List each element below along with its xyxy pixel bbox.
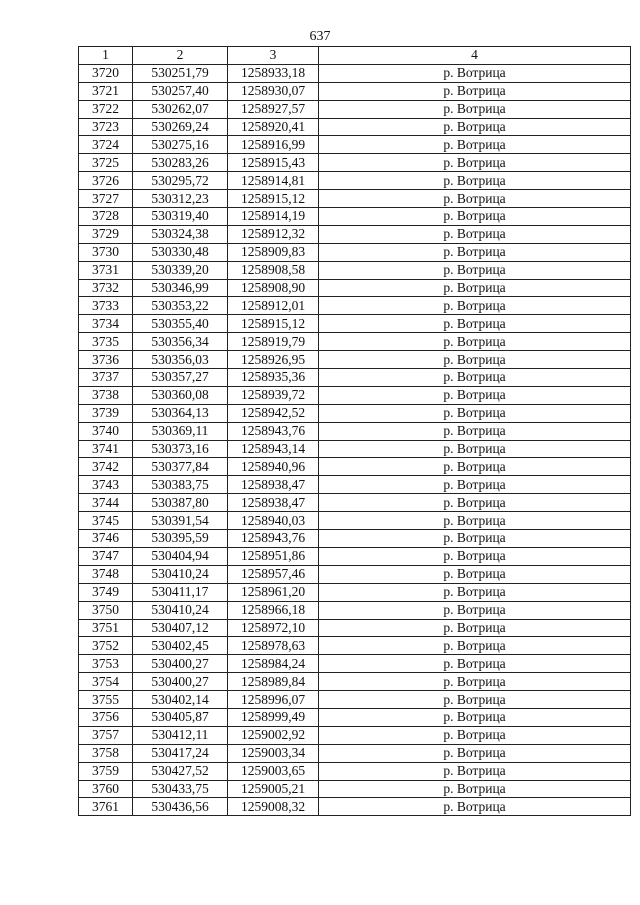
table-row bbox=[79, 780, 631, 798]
table-row bbox=[79, 798, 631, 816]
x-coordinate-cell: 530360,08 bbox=[133, 386, 228, 404]
point-number-cell: 3724 bbox=[79, 136, 133, 154]
page-number: 637 bbox=[309, 29, 331, 44]
x-coordinate-cell: 530411,17 bbox=[133, 583, 228, 601]
description-cell: р. Вотрица bbox=[319, 601, 631, 619]
description-cell: р. Вотрица bbox=[319, 208, 631, 226]
table-row bbox=[79, 172, 631, 190]
coordinates-table bbox=[78, 46, 631, 816]
table-row bbox=[79, 208, 631, 226]
point-number-cell: 3728 bbox=[79, 208, 133, 226]
y-coordinate-cell: 1258940,03 bbox=[228, 512, 319, 530]
point-number-cell: 3720 bbox=[79, 64, 133, 82]
y-coordinate-cell: 1258972,10 bbox=[228, 619, 319, 637]
point-number-cell: 3722 bbox=[79, 100, 133, 118]
table-row bbox=[79, 691, 631, 709]
description-cell: р. Вотрица bbox=[319, 655, 631, 673]
x-coordinate-cell: 530377,84 bbox=[133, 458, 228, 476]
y-coordinate-cell: 1258927,57 bbox=[228, 100, 319, 118]
description-cell: р. Вотрица bbox=[319, 619, 631, 637]
table-row bbox=[79, 154, 631, 172]
y-coordinate-cell: 1258920,41 bbox=[228, 118, 319, 136]
point-number-cell: 3727 bbox=[79, 190, 133, 208]
point-number-cell: 3736 bbox=[79, 351, 133, 369]
x-coordinate-cell: 530339,20 bbox=[133, 261, 228, 279]
x-coordinate-cell: 530433,75 bbox=[133, 780, 228, 798]
description-cell: р. Вотрица bbox=[319, 315, 631, 333]
x-coordinate-cell: 530357,27 bbox=[133, 369, 228, 387]
y-coordinate-cell: 1258915,12 bbox=[228, 190, 319, 208]
table-row bbox=[79, 512, 631, 530]
y-coordinate-cell: 1259003,65 bbox=[228, 762, 319, 780]
point-number-cell: 3753 bbox=[79, 655, 133, 673]
point-number-cell: 3742 bbox=[79, 458, 133, 476]
x-coordinate-cell: 530395,59 bbox=[133, 530, 228, 548]
description-cell: р. Вотрица bbox=[319, 726, 631, 744]
table-row bbox=[79, 386, 631, 404]
x-coordinate-cell: 530410,24 bbox=[133, 565, 228, 583]
y-coordinate-cell: 1258908,90 bbox=[228, 279, 319, 297]
x-coordinate-cell: 530407,12 bbox=[133, 619, 228, 637]
description-cell: р. Вотрица bbox=[319, 279, 631, 297]
x-coordinate-cell: 530402,14 bbox=[133, 691, 228, 709]
description-cell: р. Вотрица bbox=[319, 798, 631, 816]
description-cell: р. Вотрица bbox=[319, 691, 631, 709]
x-coordinate-cell: 530410,24 bbox=[133, 601, 228, 619]
description-cell: р. Вотрица bbox=[319, 261, 631, 279]
table-row bbox=[79, 422, 631, 440]
x-coordinate-cell: 530405,87 bbox=[133, 708, 228, 726]
table-row bbox=[79, 64, 631, 82]
point-number-cell: 3743 bbox=[79, 476, 133, 494]
description-cell: р. Вотрица bbox=[319, 172, 631, 190]
description-cell: р. Вотрица bbox=[319, 225, 631, 243]
point-number-cell: 3757 bbox=[79, 726, 133, 744]
description-cell: р. Вотрица bbox=[319, 530, 631, 548]
y-coordinate-cell: 1258942,52 bbox=[228, 404, 319, 422]
table-row bbox=[79, 243, 631, 261]
description-cell: р. Вотрица bbox=[319, 458, 631, 476]
x-coordinate-cell: 530269,24 bbox=[133, 118, 228, 136]
y-coordinate-cell: 1258951,86 bbox=[228, 547, 319, 565]
x-coordinate-cell: 530400,27 bbox=[133, 673, 228, 691]
x-coordinate-cell: 530356,34 bbox=[133, 333, 228, 351]
point-number-cell: 3760 bbox=[79, 780, 133, 798]
x-coordinate-cell: 530312,23 bbox=[133, 190, 228, 208]
x-coordinate-cell: 530295,72 bbox=[133, 172, 228, 190]
table-row bbox=[79, 762, 631, 780]
point-number-cell: 3732 bbox=[79, 279, 133, 297]
point-number-cell: 3754 bbox=[79, 673, 133, 691]
point-number-cell: 3734 bbox=[79, 315, 133, 333]
description-cell: р. Вотрица bbox=[319, 154, 631, 172]
x-coordinate-cell: 530387,80 bbox=[133, 494, 228, 512]
description-cell: р. Вотрица bbox=[319, 190, 631, 208]
y-coordinate-cell: 1258933,18 bbox=[228, 64, 319, 82]
point-number-cell: 3737 bbox=[79, 369, 133, 387]
x-coordinate-cell: 530436,56 bbox=[133, 798, 228, 816]
y-coordinate-cell: 1258912,01 bbox=[228, 297, 319, 315]
table-row bbox=[79, 225, 631, 243]
x-coordinate-cell: 530369,11 bbox=[133, 422, 228, 440]
table-row bbox=[79, 530, 631, 548]
point-number-cell: 3745 bbox=[79, 512, 133, 530]
y-coordinate-cell: 1258978,63 bbox=[228, 637, 319, 655]
x-coordinate-cell: 530330,48 bbox=[133, 243, 228, 261]
point-number-cell: 3726 bbox=[79, 172, 133, 190]
description-cell: р. Вотрица bbox=[319, 118, 631, 136]
table-row bbox=[79, 583, 631, 601]
x-coordinate-cell: 530391,54 bbox=[133, 512, 228, 530]
point-number-cell: 3740 bbox=[79, 422, 133, 440]
point-number-cell: 3748 bbox=[79, 565, 133, 583]
description-cell: р. Вотрица bbox=[319, 547, 631, 565]
y-coordinate-cell: 1258912,32 bbox=[228, 225, 319, 243]
description-cell: р. Вотрица bbox=[319, 744, 631, 762]
point-number-cell: 3758 bbox=[79, 744, 133, 762]
table-row bbox=[79, 726, 631, 744]
point-number-cell: 3723 bbox=[79, 118, 133, 136]
y-coordinate-cell: 1258916,99 bbox=[228, 136, 319, 154]
point-number-cell: 3744 bbox=[79, 494, 133, 512]
table-row bbox=[79, 494, 631, 512]
x-coordinate-cell: 530400,27 bbox=[133, 655, 228, 673]
table-row bbox=[79, 440, 631, 458]
description-cell: р. Вотрица bbox=[319, 351, 631, 369]
description-cell: р. Вотрица bbox=[319, 333, 631, 351]
y-coordinate-cell: 1258935,36 bbox=[228, 369, 319, 387]
column-header-2: 2 bbox=[133, 47, 228, 65]
x-coordinate-cell: 530324,38 bbox=[133, 225, 228, 243]
description-cell: р. Вотрица bbox=[319, 708, 631, 726]
y-coordinate-cell: 1259005,21 bbox=[228, 780, 319, 798]
y-coordinate-cell: 1258940,96 bbox=[228, 458, 319, 476]
point-number-cell: 3729 bbox=[79, 225, 133, 243]
description-cell: р. Вотрица bbox=[319, 297, 631, 315]
point-number-cell: 3735 bbox=[79, 333, 133, 351]
table-row bbox=[79, 708, 631, 726]
description-cell: р. Вотрица bbox=[319, 494, 631, 512]
description-cell: р. Вотрица bbox=[319, 422, 631, 440]
x-coordinate-cell: 530319,40 bbox=[133, 208, 228, 226]
point-number-cell: 3759 bbox=[79, 762, 133, 780]
table-row bbox=[79, 404, 631, 422]
x-coordinate-cell: 530373,16 bbox=[133, 440, 228, 458]
x-coordinate-cell: 530251,79 bbox=[133, 64, 228, 82]
table-row bbox=[79, 100, 631, 118]
point-number-cell: 3739 bbox=[79, 404, 133, 422]
y-coordinate-cell: 1258989,84 bbox=[228, 673, 319, 691]
y-coordinate-cell: 1258908,58 bbox=[228, 261, 319, 279]
description-cell: р. Вотрица bbox=[319, 386, 631, 404]
description-cell: р. Вотрица bbox=[319, 512, 631, 530]
description-cell: р. Вотрица bbox=[319, 64, 631, 82]
y-coordinate-cell: 1258909,83 bbox=[228, 243, 319, 261]
point-number-cell: 3755 bbox=[79, 691, 133, 709]
x-coordinate-cell: 530355,40 bbox=[133, 315, 228, 333]
x-coordinate-cell: 530412,11 bbox=[133, 726, 228, 744]
x-coordinate-cell: 530383,75 bbox=[133, 476, 228, 494]
point-number-cell: 3746 bbox=[79, 530, 133, 548]
table-header bbox=[79, 47, 631, 65]
table-row bbox=[79, 655, 631, 673]
y-coordinate-cell: 1259003,34 bbox=[228, 744, 319, 762]
point-number-cell: 3761 bbox=[79, 798, 133, 816]
y-coordinate-cell: 1258915,12 bbox=[228, 315, 319, 333]
x-coordinate-cell: 530283,26 bbox=[133, 154, 228, 172]
y-coordinate-cell: 1258966,18 bbox=[228, 601, 319, 619]
table-row bbox=[79, 136, 631, 154]
description-cell: р. Вотрица bbox=[319, 243, 631, 261]
point-number-cell: 3747 bbox=[79, 547, 133, 565]
y-coordinate-cell: 1259008,32 bbox=[228, 798, 319, 816]
description-cell: р. Вотрица bbox=[319, 82, 631, 100]
description-cell: р. Вотрица bbox=[319, 369, 631, 387]
description-cell: р. Вотрица bbox=[319, 440, 631, 458]
table-row bbox=[79, 369, 631, 387]
description-cell: р. Вотрица bbox=[319, 404, 631, 422]
table-row bbox=[79, 351, 631, 369]
description-cell: р. Вотрица bbox=[319, 565, 631, 583]
table-row bbox=[79, 673, 631, 691]
y-coordinate-cell: 1258999,49 bbox=[228, 708, 319, 726]
y-coordinate-cell: 1258943,76 bbox=[228, 422, 319, 440]
table-row bbox=[79, 261, 631, 279]
table-row bbox=[79, 279, 631, 297]
table-row bbox=[79, 333, 631, 351]
y-coordinate-cell: 1258957,46 bbox=[228, 565, 319, 583]
y-coordinate-cell: 1258914,81 bbox=[228, 172, 319, 190]
point-number-cell: 3750 bbox=[79, 601, 133, 619]
y-coordinate-cell: 1258915,43 bbox=[228, 154, 319, 172]
y-coordinate-cell: 1258943,76 bbox=[228, 530, 319, 548]
point-number-cell: 3730 bbox=[79, 243, 133, 261]
y-coordinate-cell: 1258984,24 bbox=[228, 655, 319, 673]
point-number-cell: 3756 bbox=[79, 708, 133, 726]
description-cell: р. Вотрица bbox=[319, 476, 631, 494]
table-row bbox=[79, 82, 631, 100]
y-coordinate-cell: 1258938,47 bbox=[228, 476, 319, 494]
column-header-4: 4 bbox=[319, 47, 631, 65]
y-coordinate-cell: 1258961,20 bbox=[228, 583, 319, 601]
table-row bbox=[79, 637, 631, 655]
table-row bbox=[79, 118, 631, 136]
table-row bbox=[79, 565, 631, 583]
y-coordinate-cell: 1258996,07 bbox=[228, 691, 319, 709]
x-coordinate-cell: 530427,52 bbox=[133, 762, 228, 780]
y-coordinate-cell: 1258930,07 bbox=[228, 82, 319, 100]
description-cell: р. Вотрица bbox=[319, 780, 631, 798]
point-number-cell: 3731 bbox=[79, 261, 133, 279]
table-row bbox=[79, 619, 631, 637]
description-cell: р. Вотрица bbox=[319, 583, 631, 601]
point-number-cell: 3752 bbox=[79, 637, 133, 655]
y-coordinate-cell: 1258926,95 bbox=[228, 351, 319, 369]
description-cell: р. Вотрица bbox=[319, 100, 631, 118]
point-number-cell: 3741 bbox=[79, 440, 133, 458]
y-coordinate-cell: 1258914,19 bbox=[228, 208, 319, 226]
header-row bbox=[79, 47, 631, 65]
point-number-cell: 3738 bbox=[79, 386, 133, 404]
y-coordinate-cell: 1258938,47 bbox=[228, 494, 319, 512]
x-coordinate-cell: 530275,16 bbox=[133, 136, 228, 154]
x-coordinate-cell: 530404,94 bbox=[133, 547, 228, 565]
x-coordinate-cell: 530353,22 bbox=[133, 297, 228, 315]
point-number-cell: 3749 bbox=[79, 583, 133, 601]
table-row bbox=[79, 601, 631, 619]
description-cell: р. Вотрица bbox=[319, 673, 631, 691]
point-number-cell: 3751 bbox=[79, 619, 133, 637]
x-coordinate-cell: 530257,40 bbox=[133, 82, 228, 100]
table-row bbox=[79, 458, 631, 476]
x-coordinate-cell: 530346,99 bbox=[133, 279, 228, 297]
x-coordinate-cell: 530402,45 bbox=[133, 637, 228, 655]
y-coordinate-cell: 1258943,14 bbox=[228, 440, 319, 458]
table-row bbox=[79, 315, 631, 333]
x-coordinate-cell: 530417,24 bbox=[133, 744, 228, 762]
x-coordinate-cell: 530262,07 bbox=[133, 100, 228, 118]
table-row bbox=[79, 476, 631, 494]
point-number-cell: 3725 bbox=[79, 154, 133, 172]
column-header-3: 3 bbox=[228, 47, 319, 65]
table-row bbox=[79, 190, 631, 208]
table-row bbox=[79, 297, 631, 315]
column-header-1: 1 bbox=[79, 47, 133, 65]
description-cell: р. Вотрица bbox=[319, 136, 631, 154]
description-cell: р. Вотрица bbox=[319, 637, 631, 655]
table-row bbox=[79, 744, 631, 762]
table-row bbox=[79, 547, 631, 565]
point-number-cell: 3721 bbox=[79, 82, 133, 100]
y-coordinate-cell: 1258939,72 bbox=[228, 386, 319, 404]
table-body bbox=[79, 64, 631, 815]
point-number-cell: 3733 bbox=[79, 297, 133, 315]
y-coordinate-cell: 1258919,79 bbox=[228, 333, 319, 351]
x-coordinate-cell: 530356,03 bbox=[133, 351, 228, 369]
x-coordinate-cell: 530364,13 bbox=[133, 404, 228, 422]
y-coordinate-cell: 1259002,92 bbox=[228, 726, 319, 744]
description-cell: р. Вотрица bbox=[319, 762, 631, 780]
